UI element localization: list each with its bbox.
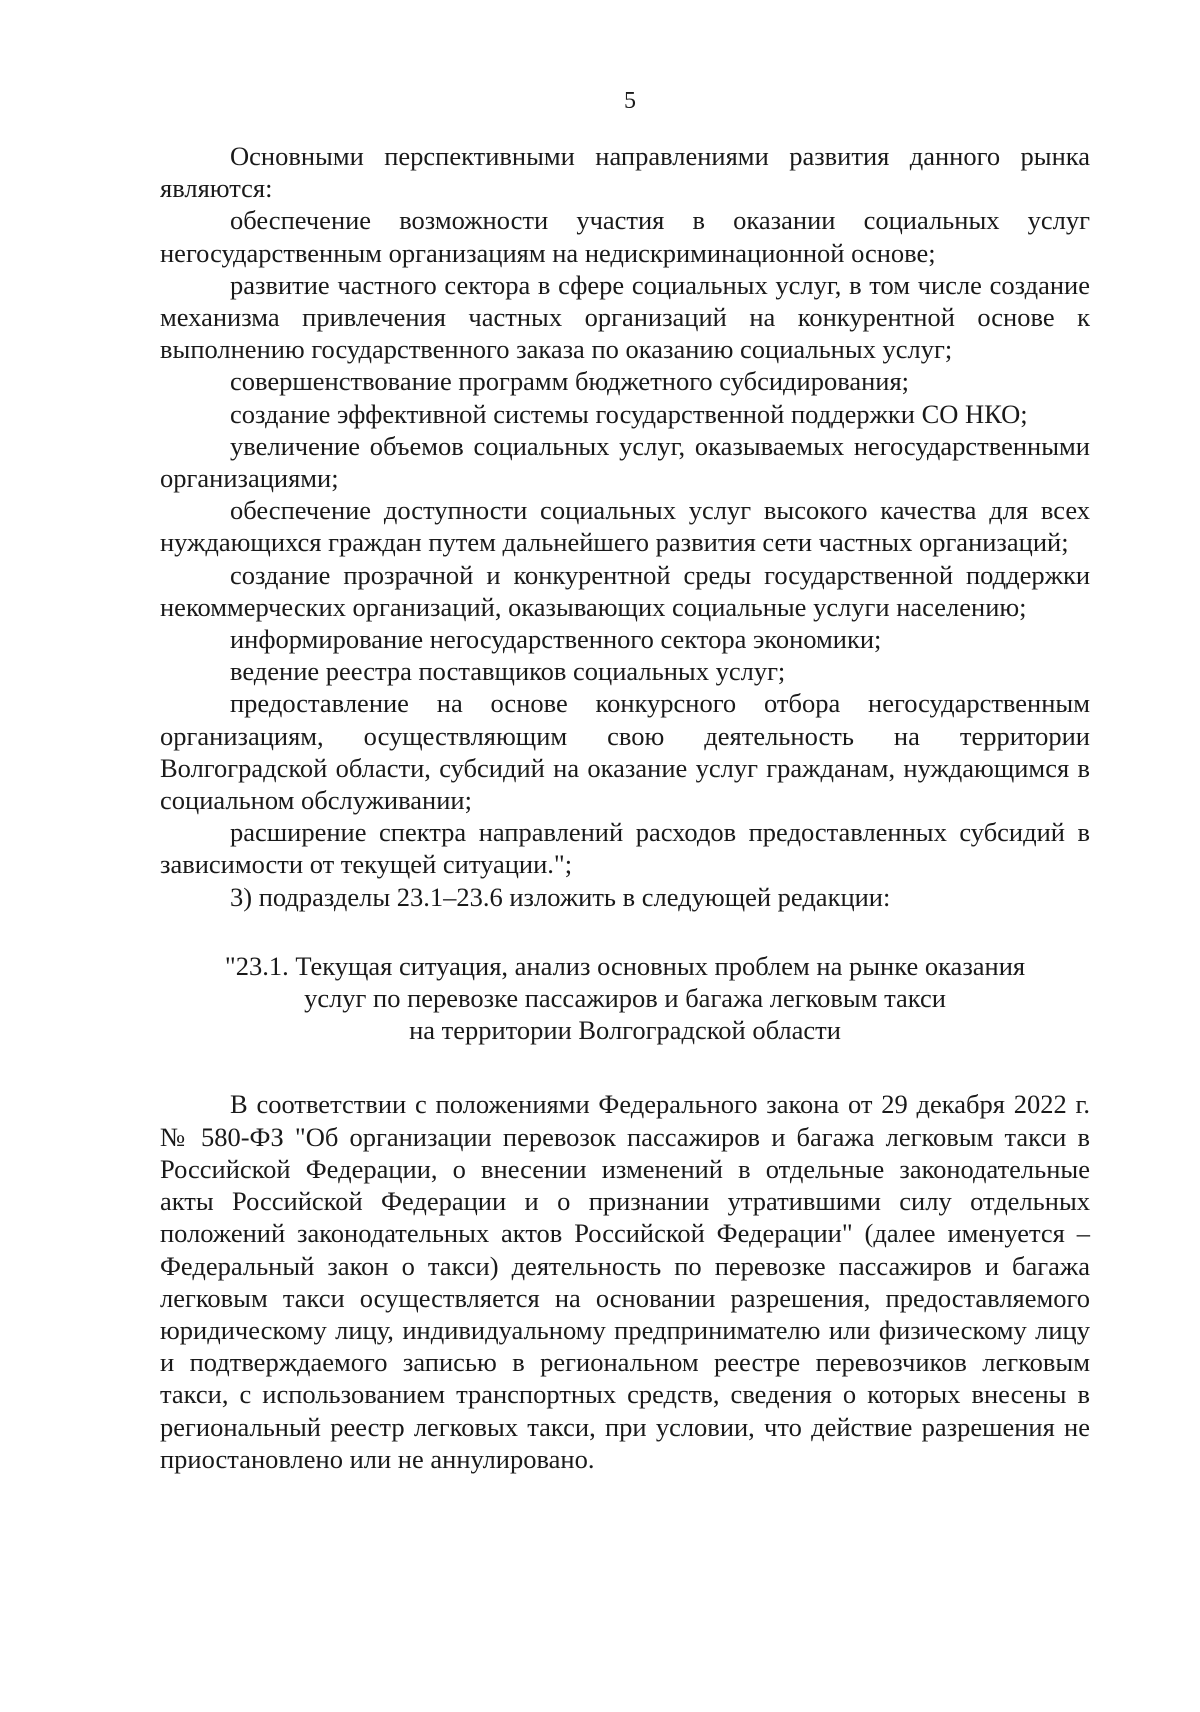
paragraph-body: В соответствии с положениями Федерального закона от 29 декабря 2022 г. № 580-ФЗ "Об организации перевозок пассажиров и багажа легковым такси в Российской Федерации, о внесении изменений в отдельные законодательные акты Российской Федерации и о признании утратившими силу отдельных положений законодательных актов Российской Федерации" (далее именуется – Федеральный закон о такси) деятельность по перевозке пассажиров и багажа легковым такси осуществляется на основании разрешения, предоставляемого юридическому лицу, индивидуальному предпринимателю или физическому лицу и подтверждаемого записью в региональном реестре перевозчиков легковым такси, с использованием транспортных средств, сведения о которых внесены в региональный реестр легковых такси, при условии, что действие разрешения не приостановлено или не аннулировано. [160, 1089, 1090, 1474]
paragraph-intro: Основными перспективными направлениями развития данного рынка являются: [160, 141, 1090, 204]
section-heading-line: на территории Волгоградской области [409, 1015, 841, 1046]
paragraph-list-item: обеспечение доступности социальных услуг высокого качества для всех нуждающихся граждан путем дальнейшего развития сети частных организаций; [160, 495, 1090, 558]
paragraph-amendment: 3) подразделы 23.1–23.6 изложить в следующей редакции: [230, 881, 891, 912]
paragraph-list-item: создание эффективной системы государственной поддержки СО НКО; [230, 398, 1028, 429]
paragraph-list-item: совершенствование программ бюджетного субсидирования; [230, 366, 910, 397]
paragraph-list-item: информирование негосударственного сектора экономики; [230, 624, 882, 655]
document-body [160, 140, 1090, 1475]
page-number: 5 [624, 88, 636, 114]
paragraph-list-item: обеспечение возможности участия в оказании социальных услуг негосударственным организациям на недискриминационной основе; [160, 205, 1090, 268]
section-heading [160, 950, 1090, 1047]
paragraph-list-item: предоставление на основе конкурсного отбора негосударственным организациям, осуществляющим свою деятельность на территории Волгоградской области, субсидий на оказание услуг гражданам, нуждающимся в социальном обслуживании; [160, 688, 1090, 816]
spacer [160, 1046, 1090, 1088]
paragraph-list-item: увеличение объемов социальных услуг, оказываемых негосударственными организациями; [160, 430, 1090, 494]
section-heading-line: "23.1. Текущая ситуация, анализ основных проблем на рынке оказания [224, 950, 1026, 981]
section-heading-line: услуг по перевозке пассажиров и багажа легковым такси [304, 983, 946, 1014]
paragraph-list-item: ведение реестра поставщиков социальных услуг; [230, 656, 786, 687]
paragraph-list-item: расширение спектра направлений расходов предоставленных субсидий в зависимости от текущей ситуации."; [160, 817, 1090, 880]
paragraph-list-item: развитие частного сектора в сфере социальных услуг, в том числе создание механизма привлечения частных организаций на конкурентной основе к выполнению государственного заказа по оказанию социальных услуг; [160, 269, 1090, 365]
paragraph-list-item: создание прозрачной и конкурентной среды государственной поддержки некоммерческих организаций, оказывающих социальные услуги населению; [160, 559, 1090, 622]
